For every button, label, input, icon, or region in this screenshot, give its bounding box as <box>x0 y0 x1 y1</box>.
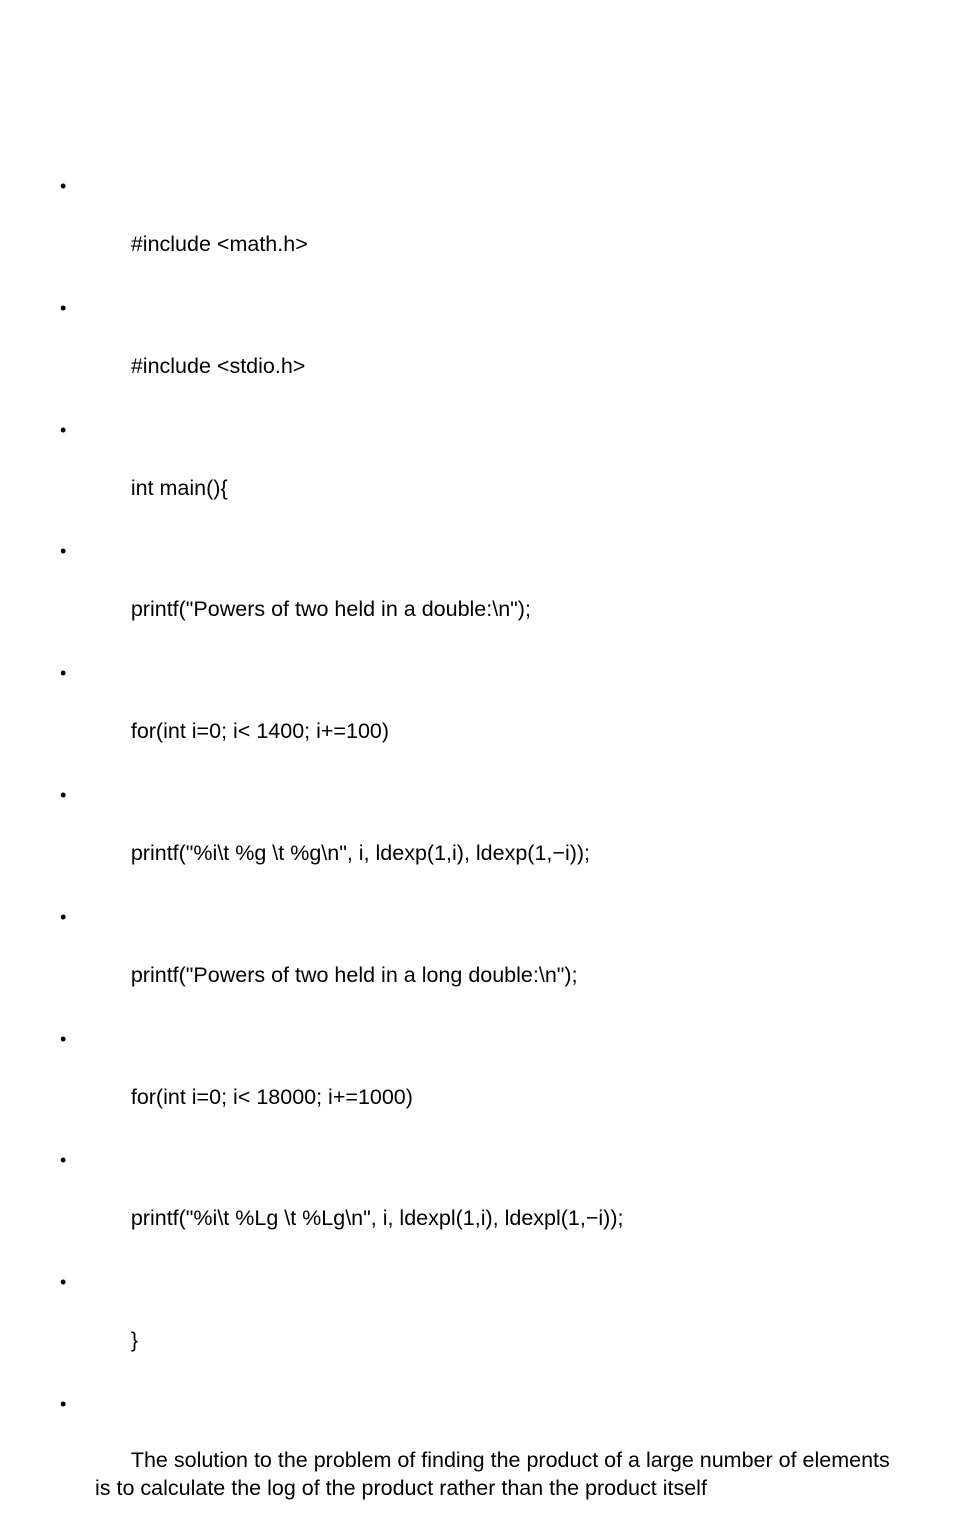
list-item <box>60 659 890 775</box>
list-item <box>60 537 890 653</box>
list-item <box>60 416 890 532</box>
bullet-text: printf("%i\t %Lg \t %Lg\n", i, ldexpl(1,i), ldexpl(1,−i)); <box>130 1206 624 1231</box>
bullet-text: int main(){ <box>130 475 228 500</box>
bullet-icon: • <box>60 176 67 196</box>
bullet-icon: • <box>60 663 67 684</box>
bullet-list <box>60 172 896 1536</box>
bullet-icon: • <box>60 906 67 927</box>
bullet-text: printf("Powers of two held in a double:\n"); <box>130 597 531 622</box>
list-item <box>60 1268 890 1384</box>
bullet-icon: • <box>60 784 67 805</box>
bullet-text: for(int i=0; i< 1400; i+=100) <box>130 719 390 744</box>
list-item <box>60 1390 896 1530</box>
bullet-text: } <box>130 1328 139 1353</box>
list-item <box>60 294 890 410</box>
list-item <box>60 1025 890 1141</box>
list-item <box>60 781 890 897</box>
list-item <box>60 1146 890 1262</box>
bullet-text: #include <math.h> <box>130 232 308 256</box>
bullet-icon: • <box>60 1272 67 1293</box>
bullet-text: The solution to the problem of finding the product of a large number of elements is to calculate the log of the product rather than the product itself <box>95 1447 896 1500</box>
list-item <box>60 172 890 288</box>
bullet-text: printf("%i\t %g \t %g\n", i, ldexp(1,i), ldexp(1,−i)); <box>130 840 591 865</box>
bullet-text: printf("Powers of two held in a long double:\n"); <box>130 962 578 987</box>
bullet-text: #include <stdio.h> <box>130 353 306 378</box>
bullet-icon: • <box>60 419 67 440</box>
bullet-icon: • <box>60 1150 67 1171</box>
bullet-text: for(int i=0; i< 18000; i+=1000) <box>130 1084 413 1109</box>
bullet-icon: • <box>60 541 67 562</box>
bullet-icon: • <box>60 297 67 318</box>
bullet-icon: • <box>60 1393 67 1414</box>
list-item <box>60 903 890 1019</box>
bullet-icon: • <box>60 1028 67 1049</box>
